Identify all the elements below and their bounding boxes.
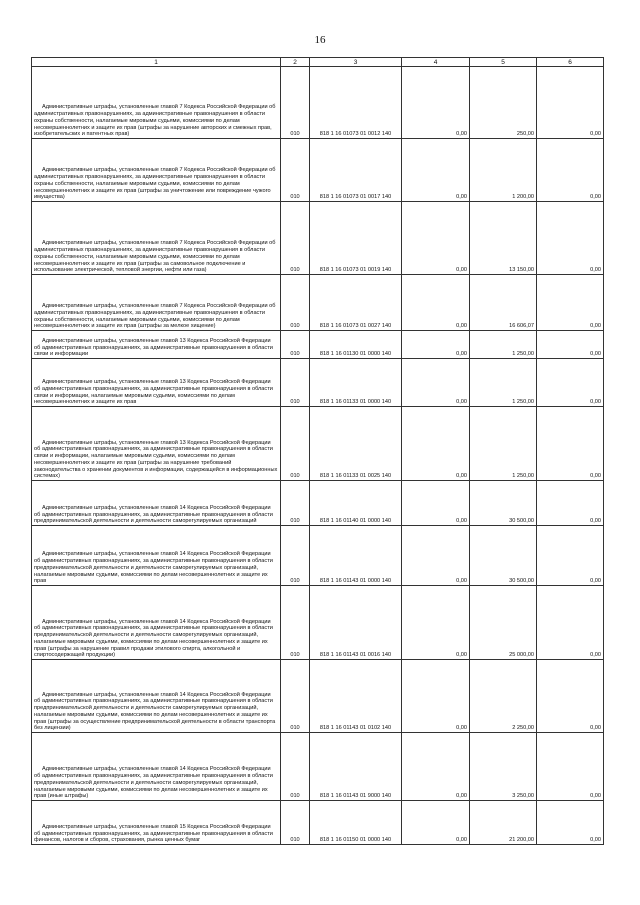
row-col-6: 0,00 <box>537 733 604 801</box>
row-code: 010 <box>281 801 310 845</box>
page-number: 16 <box>314 34 326 46</box>
row-kbk: 818 1 16 01130 01 0000 140 <box>310 331 402 359</box>
row-kbk: 818 1 16 01073 01 0017 140 <box>310 139 402 202</box>
row-description <box>32 586 281 660</box>
table-row <box>32 481 604 526</box>
row-description <box>32 275 281 331</box>
row-description <box>32 67 281 139</box>
row-description <box>32 660 281 733</box>
row-col-5: 30 500,00 <box>470 526 537 586</box>
row-code: 010 <box>281 275 310 331</box>
row-code: 010 <box>281 660 310 733</box>
row-kbk: 818 1 16 01073 01 0012 140 <box>310 67 402 139</box>
row-kbk: 818 1 16 01143 01 0016 140 <box>310 586 402 660</box>
row-col-6: 0,00 <box>537 67 604 139</box>
row-description-text: Административные штрафы, установленные главой 14 Кодекса Российской Федерации об административных правонарушениях, за административные правонарушения в области предпринимательской деятельности и деятельности саморегулируемых организаций, налагаемые мировыми судьями, комиссиями по делам несовершеннолетних и защите их прав (штрафы за осуществление предпринимательской деятельности в области транспорта без лицензии) <box>34 691 276 732</box>
row-kbk: 818 1 16 01143 01 9000 140 <box>310 733 402 801</box>
table-row <box>32 359 604 407</box>
row-col-6: 0,00 <box>537 331 604 359</box>
row-description-text: Административные штрафы, установленные главой 14 Кодекса Российской Федерации об административных правонарушениях, за административные правонарушения в области предпринимательской деятельности и деятельности саморегулируемых организаций, налагаемые мировыми судьями, комиссиями по делам несовершеннолетних и защите их прав (иные штрафы) <box>34 766 273 800</box>
row-col-4: 0,00 <box>402 139 470 202</box>
row-description-text: Административные штрафы, установленные главой 13 Кодекса Российской Федерации об административных правонарушениях, за административные правонарушения в области связи и информации, налагаемые мировыми судьями, комиссиями по делам несовершеннолетних и защите их прав (штрафы за нарушение требований законодательства о хранении документов и информации, содержащейся в информационных системах) <box>34 439 278 480</box>
row-col-4: 0,00 <box>402 202 470 275</box>
header-col-1: 1 <box>32 58 281 67</box>
row-description-text: Административные штрафы, установленные главой 15 Кодекса Российской Федерации об административных правонарушениях, за административные правонарушения в области финансов, налогов и сборов, страхования, рынка ценных бумаг <box>34 823 273 844</box>
row-description-text: Административные штрафы, установленные главой 7 Кодекса Российской Федерации об административных правонарушениях, за административные правонарушения в области охраны собственности, налагаемые мировыми судьями, комиссиями по делам несовершеннолетних и защите их прав (штрафы за мелкое хищение) <box>34 303 276 330</box>
row-col-6: 0,00 <box>537 801 604 845</box>
header-col-3: 3 <box>310 58 402 67</box>
row-col-4: 0,00 <box>402 586 470 660</box>
row-kbk: 818 1 16 01143 01 0000 140 <box>310 526 402 586</box>
row-col-5: 3 250,00 <box>470 733 537 801</box>
row-code: 010 <box>281 481 310 526</box>
row-kbk: 818 1 16 01143 01 0102 140 <box>310 660 402 733</box>
row-description-text: Административные штрафы, установленные главой 7 Кодекса Российской Федерации об административных правонарушениях, за административные правонарушения в области охраны собственности, налагаемые мировыми судьями, комиссиями по делам несовершеннолетних и защите их прав (штрафы за самовольное подключение и использование электрической, тепловой энергии, нефти или газа) <box>34 240 276 274</box>
row-col-4: 0,00 <box>402 526 470 586</box>
row-description <box>32 801 281 845</box>
row-col-6: 0,00 <box>537 586 604 660</box>
table-row <box>32 407 604 481</box>
row-description <box>32 139 281 202</box>
row-col-5: 30 500,00 <box>470 481 537 526</box>
header-row <box>32 58 604 67</box>
row-col-6: 0,00 <box>537 526 604 586</box>
row-col-5: 25 000,00 <box>470 586 537 660</box>
row-description-text: Административные штрафы, установленные главой 7 Кодекса Российской Федерации об административных правонарушениях, за административные правонарушения в области охраны собственности, налагаемые мировыми судьями, комиссиями по делам несовершеннолетних и защите их прав (штрафы за уничтожение или повреждение чужого имущества) <box>34 167 276 201</box>
row-code: 010 <box>281 407 310 481</box>
row-col-5: 1 250,00 <box>470 359 537 407</box>
table-row <box>32 67 604 139</box>
row-description-text: Административные штрафы, установленные главой 13 Кодекса Российской Федерации об административных правонарушениях, за административные правонарушения в области связи и информации, налагаемые мировыми судьями, комиссиями по делам несовершеннолетних и защите их прав <box>34 379 273 406</box>
row-col-4: 0,00 <box>402 801 470 845</box>
table-row <box>32 331 604 359</box>
row-col-6: 0,00 <box>537 481 604 526</box>
row-col-6: 0,00 <box>537 202 604 275</box>
row-description-text: Административные штрафы, установленные главой 14 Кодекса Российской Федерации об административных правонарушениях, за административные правонарушения в области предпринимательской деятельности и деятельности саморегулируемых организаций <box>34 504 273 525</box>
row-kbk: 818 1 16 01073 01 0027 140 <box>310 275 402 331</box>
table-row <box>32 202 604 275</box>
row-description-text: Административные штрафы, установленные главой 7 Кодекса Российской Федерации об административных правонарушениях, за административные правонарушения в области охраны собственности, налагаемые мировыми судьями, комиссиями по делам несовершеннолетних и защите их прав (штрафы за нарушение авторских и смежных прав, изобретательских и патентных прав) <box>34 104 276 138</box>
row-description <box>32 407 281 481</box>
row-code: 010 <box>281 526 310 586</box>
row-description <box>32 359 281 407</box>
header-col-4: 4 <box>402 58 470 67</box>
row-col-4: 0,00 <box>402 660 470 733</box>
row-col-4: 0,00 <box>402 67 470 139</box>
row-col-5: 16 606,07 <box>470 275 537 331</box>
row-kbk: 818 1 16 01073 01 0019 140 <box>310 202 402 275</box>
table-row <box>32 526 604 586</box>
row-col-6: 0,00 <box>537 139 604 202</box>
row-col-4: 0,00 <box>402 331 470 359</box>
table-row <box>32 733 604 801</box>
row-col-5: 13 150,00 <box>470 202 537 275</box>
header-col-5: 5 <box>470 58 537 67</box>
row-col-6: 0,00 <box>537 407 604 481</box>
table-row <box>32 660 604 733</box>
table-row <box>32 801 604 845</box>
row-col-4: 0,00 <box>402 733 470 801</box>
row-code: 010 <box>281 733 310 801</box>
row-code: 010 <box>281 67 310 139</box>
table-row <box>32 586 604 660</box>
header-col-6: 6 <box>537 58 604 67</box>
row-description <box>32 331 281 359</box>
row-col-4: 0,00 <box>402 359 470 407</box>
row-kbk: 818 1 16 01133 01 0000 140 <box>310 359 402 407</box>
row-code: 010 <box>281 359 310 407</box>
row-col-6: 0,00 <box>537 359 604 407</box>
row-col-5: 250,00 <box>470 67 537 139</box>
row-description-text: Административные штрафы, установленные главой 14 Кодекса Российской Федерации об административных правонарушениях, за административные правонарушения в области предпринимательской деятельности и деятельности саморегулируемых организаций, налагаемые мировыми судьями, комиссиями по делам несовершеннолетних и защите их прав (штрафы за нарушение правил продажи этилового спирта, алкогольной и спиртосодержащей продукции) <box>34 618 273 659</box>
row-col-5: 2 250,00 <box>470 660 537 733</box>
row-description-text: Административные штрафы, установленные главой 13 Кодекса Российской Федерации об административных правонарушениях, за административные правонарушения в области связи и информации <box>34 337 273 358</box>
row-col-6: 0,00 <box>537 660 604 733</box>
row-col-6: 0,00 <box>537 275 604 331</box>
row-col-5: 1 200,00 <box>470 139 537 202</box>
row-code: 010 <box>281 202 310 275</box>
row-col-5: 21 200,00 <box>470 801 537 845</box>
row-col-5: 1 250,00 <box>470 407 537 481</box>
row-kbk: 818 1 16 01150 01 0000 140 <box>310 801 402 845</box>
row-col-4: 0,00 <box>402 481 470 526</box>
table-row <box>32 139 604 202</box>
row-description <box>32 481 281 526</box>
revenue-table <box>31 57 604 845</box>
row-description <box>32 202 281 275</box>
row-col-5: 1 250,00 <box>470 331 537 359</box>
row-col-4: 0,00 <box>402 407 470 481</box>
row-code: 010 <box>281 139 310 202</box>
row-kbk: 818 1 16 01133 01 0025 140 <box>310 407 402 481</box>
row-code: 010 <box>281 331 310 359</box>
table-row <box>32 275 604 331</box>
row-description-text: Административные штрафы, установленные главой 14 Кодекса Российской Федерации об административных правонарушениях, за административные правонарушения в области предпринимательской деятельности и деятельности саморегулируемых организаций, налагаемые мировыми судьями, комиссиями по делам несовершеннолетних и защите их прав <box>34 551 273 585</box>
row-kbk: 818 1 16 01140 01 0000 140 <box>310 481 402 526</box>
header-col-2: 2 <box>281 58 310 67</box>
row-description <box>32 526 281 586</box>
row-description <box>32 733 281 801</box>
row-code: 010 <box>281 586 310 660</box>
row-col-4: 0,00 <box>402 275 470 331</box>
